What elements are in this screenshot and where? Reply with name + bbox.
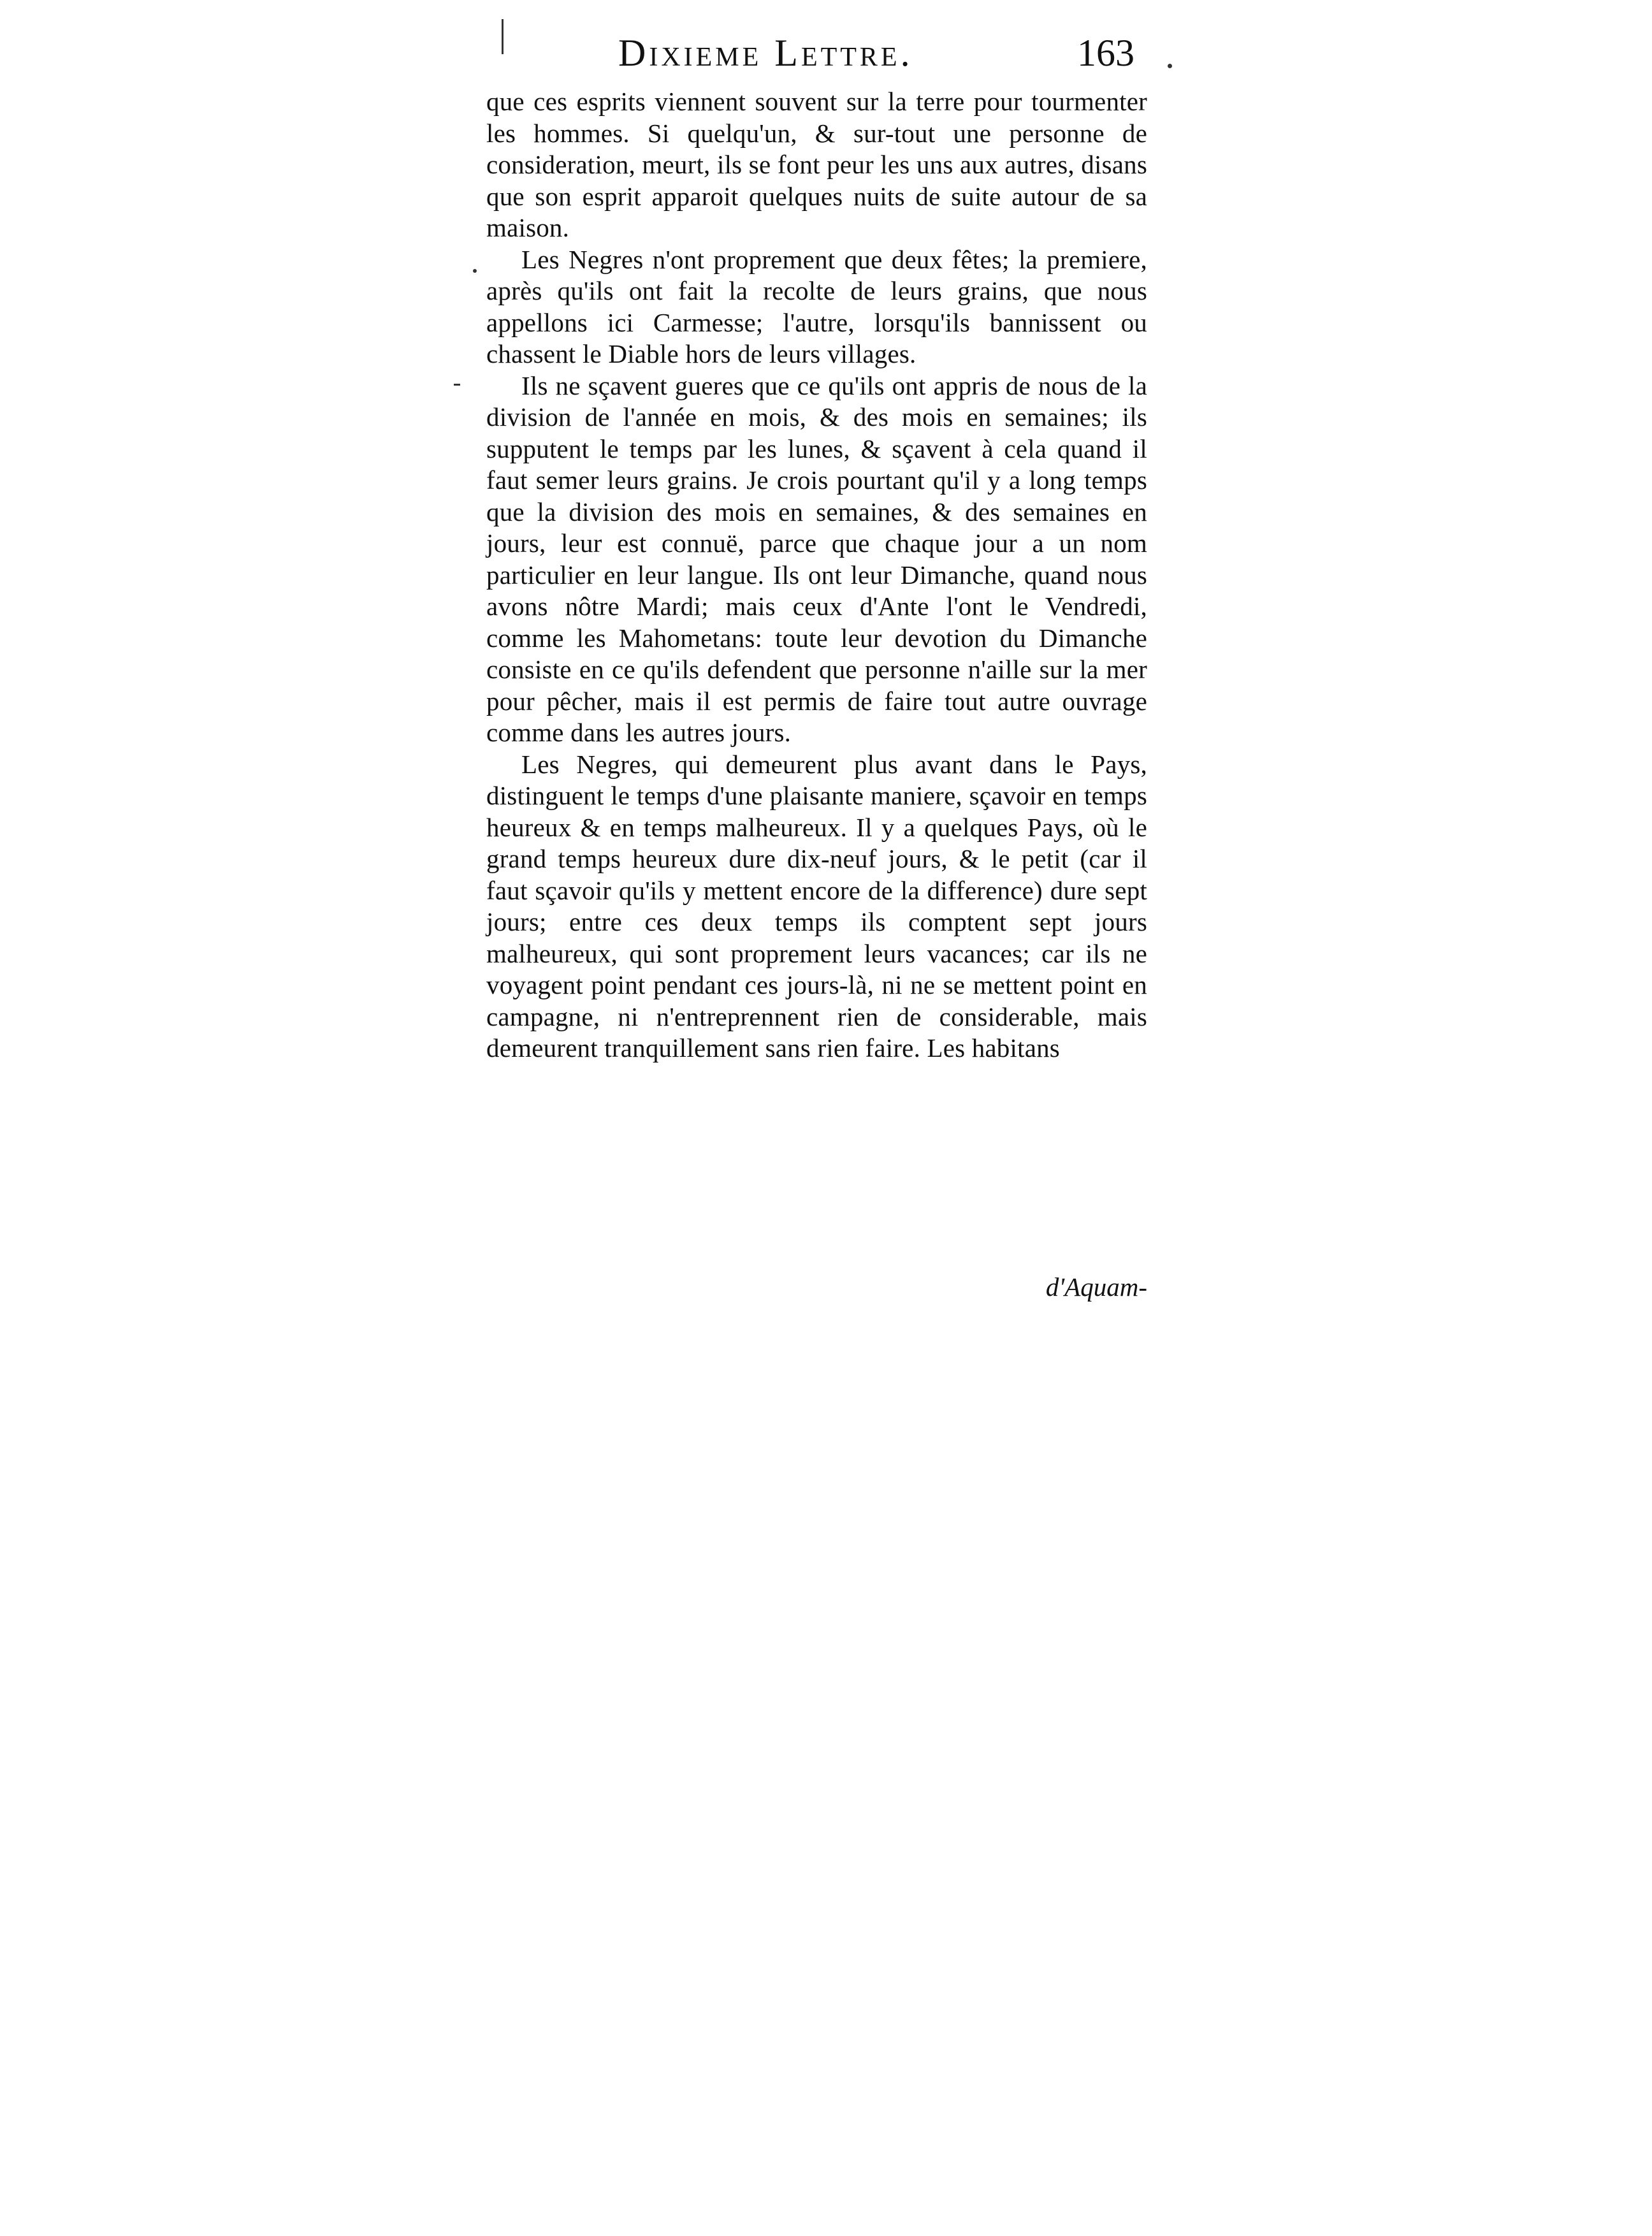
paragraph: que ces esprits viennent souvent sur la terre pour tourmenter les hommes. Si quelqu'un, & sur-tout une personne de consideration, meurt, ils se font peur les uns aux autres, disans que son esprit apparoit quelques nuits de suite autour de sa maison. bbox=[486, 87, 1147, 242]
catchword: d'Aquam- bbox=[1045, 1272, 1147, 1302]
paragraph: Les Negres n'ont proprement que deux fêtes; la premiere, après qu'ils ont fait la recolte de leurs grains, que nous appellons ici Carmesse; l'autre, lorsqu'ils bannissent ou chassent le Diable hors de leurs villages. bbox=[486, 244, 1147, 368]
body-text bbox=[486, 86, 1147, 1064]
running-title: Dixieme Lettre. bbox=[618, 32, 913, 74]
ink-speck bbox=[473, 269, 477, 273]
page-header bbox=[484, 25, 1179, 76]
paragraph: Ils ne sçavent gueres que ce qu'ils ont appris de nous de la division de l'année en mois, & des mois en semaines; ils supputent le temps par les lunes, & sçavent à cela quand il faut semer leurs grains. Je crois pourtant qu'il y a long temps que la division des mois en semaines, & des semaines en jours, leur est connuë, parce que chaque jour a un nom particulier en leur langue. Ils ont leur Dimanche, quand nous avons nôtre Mardi; mais ceux d'Ante l'ont le Vendredi, comme les Mahometans: toute leur devotion du Dimanche consiste en ce qu'ils defendent que personne n'aille sur la mer pour pêcher, mais il est permis de faire tout autre ouvrage comme dans les autres jours. bbox=[486, 370, 1147, 747]
paragraph: Les Negres, qui demeurent plus avant dans le Pays, distinguent le temps d'une plaisante maniere, sçavoir en temps heureux & en temps malheureux. Il y a quelques Pays, où le grand temps heureux dure dix-neuf jours, & le petit (car il faut sçavoir qu'ils y mettent encore de la difference) dure sept jours; entre ces deux temps ils comptent sept jours malheureux, qui sont proprement leurs vacances; car ils ne voyagent point pendant ces jours-là, ni ne se mettent point en campagne, ni n'entreprennent rien de considerable, mais demeurent tranquillement sans rien faire. Les habitans bbox=[486, 749, 1147, 1063]
ink-speck bbox=[454, 384, 460, 386]
page-number: 163 bbox=[1077, 32, 1134, 74]
